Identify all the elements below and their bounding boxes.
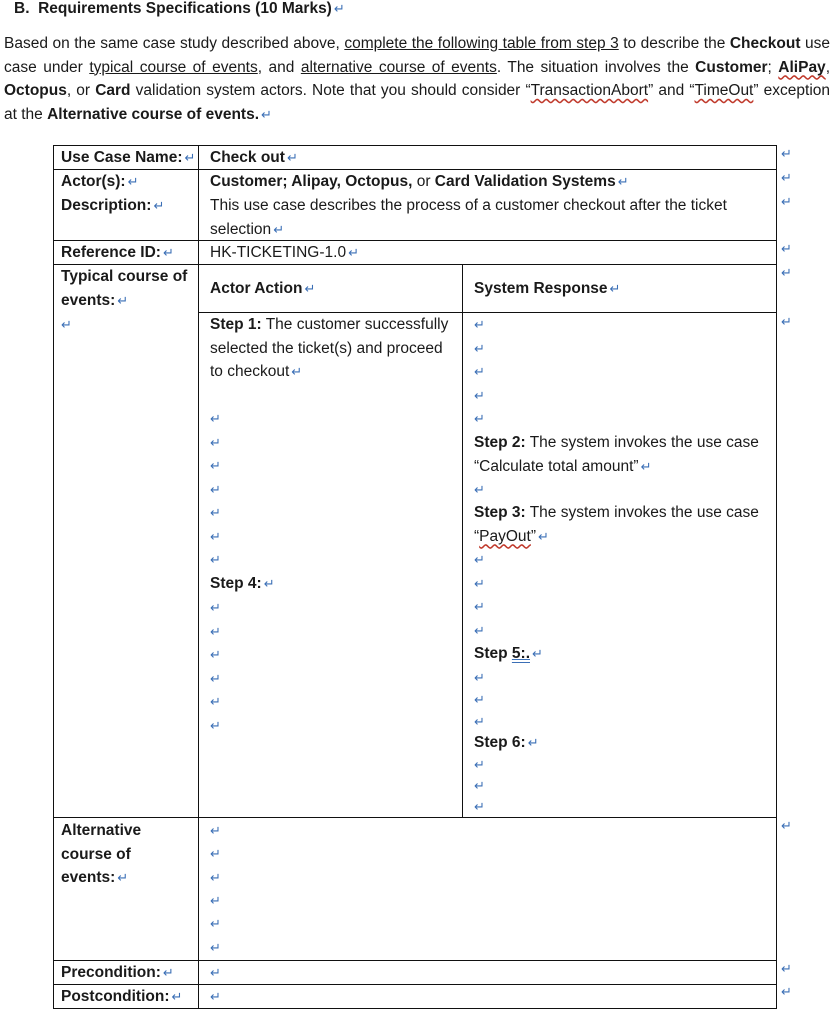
paragraph-mark-icon: ↵ xyxy=(781,818,792,833)
paragraph-mark-icon: ↵ xyxy=(210,846,221,862)
table-border xyxy=(462,264,463,818)
paragraph-mark-icon: ↵ xyxy=(210,600,221,615)
paragraph-mark-icon: ↵ xyxy=(348,245,359,260)
paragraph-mark-icon: ↵ xyxy=(474,714,485,729)
paragraph-mark-icon: ↵ xyxy=(474,317,485,332)
paragraph-mark-icon: ↵ xyxy=(210,647,221,662)
paragraph-mark-icon: ↵ xyxy=(538,528,549,544)
paragraph-mark-icon: ↵ xyxy=(153,198,165,213)
paragraph-mark-icon: ↵ xyxy=(781,314,792,329)
paragraph-mark-icon: ↵ xyxy=(184,150,196,165)
description-value: This use case describes the process of a customer checkout after the ticket selection ↵ xyxy=(210,197,727,238)
paragraph-mark-icon: ↵ xyxy=(474,692,485,707)
paragraph-mark-icon: ↵ xyxy=(210,694,221,709)
paragraph-mark-icon: ↵ xyxy=(291,364,303,379)
paragraph-mark-icon: ↵ xyxy=(781,984,792,999)
paragraph-mark-icon: ↵ xyxy=(210,823,221,838)
alternative-course-label: Alternative course of events: ↵ xyxy=(61,822,142,886)
paragraph-mark-icon: ↵ xyxy=(127,174,139,189)
step-1: Step 1: The customer successfully selected the ticket(s) and proceed to checkout ↵ xyxy=(210,316,449,380)
paragraph-mark-icon: ↵ xyxy=(210,989,221,1004)
paragraph-mark-icon: ↵ xyxy=(210,965,221,980)
paragraph-mark-icon: ↵ xyxy=(286,150,298,165)
actors-value: Customer; Alipay, Octopus, or Card Validation Systems ↵ xyxy=(210,173,629,190)
paragraph-mark-icon: ↵ xyxy=(117,292,129,308)
paragraph-mark-icon: ↵ xyxy=(474,482,485,497)
paragraph-mark-icon: ↵ xyxy=(474,622,485,638)
paragraph-mark-icon: ↵ xyxy=(210,939,221,955)
use-case-name-value: Check out ↵ xyxy=(210,149,298,166)
paragraph-mark-icon: ↵ xyxy=(609,281,621,296)
actor-action-header: Actor Action ↵ xyxy=(210,280,316,297)
postcondition-value xyxy=(210,985,221,1009)
paragraph-mark-icon: ↵ xyxy=(640,458,652,474)
paragraph-mark-icon: ↵ xyxy=(474,670,485,685)
paragraph-mark-icon: ↵ xyxy=(263,576,275,591)
paragraph-mark-icon: ↵ xyxy=(474,757,485,772)
paragraph-mark-icon: ↵ xyxy=(304,281,316,296)
paragraph-mark-icon: ↵ xyxy=(617,174,629,189)
use-case-name-label: Use Case Name: ↵ xyxy=(61,149,196,166)
paragraph-mark-icon: ↵ xyxy=(210,505,221,520)
system-response-header: System Response ↵ xyxy=(474,280,621,297)
intro-paragraph: Based on the same case study described above, complete the following table from step 3 to describe the Checkout use case under typical course of events, and alternative course of events. The situation involves the Customer; AliPay, Octopus, or Card validation system actors. Note that you should consider “TransactionAbort” and “TimeOut” exception at the Alternative course of events. ↵ xyxy=(4,35,830,123)
row-end-marks xyxy=(781,0,801,1024)
paragraph-mark-icon: ↵ xyxy=(474,778,485,793)
paragraph-mark-icon: ↵ xyxy=(117,870,129,885)
postcondition-label: Postcondition: ↵ xyxy=(61,988,183,1005)
reference-id-label: Reference ID: ↵ xyxy=(61,244,174,261)
paragraph-mark-icon: ↵ xyxy=(210,552,221,567)
paragraph-mark-icon: ↵ xyxy=(210,528,221,544)
paragraph-mark-icon: ↵ xyxy=(210,623,221,639)
step-6: Step 6: ↵ xyxy=(474,734,539,751)
paragraph-mark-icon: ↵ xyxy=(474,799,485,814)
paragraph-mark-icon: ↵ xyxy=(210,411,221,426)
description-label: Description: ↵ xyxy=(61,197,165,214)
reference-id-value: HK-TICKETING-1.0 ↵ xyxy=(210,244,359,261)
table-border xyxy=(776,145,777,1009)
paragraph-mark-icon: ↵ xyxy=(210,869,221,885)
step-3: Step 3: The system invokes the use case “PayOut” ↵ xyxy=(474,504,759,545)
table-border xyxy=(53,145,54,1009)
paragraph-mark-icon: ↵ xyxy=(474,411,485,426)
paragraph-mark-icon: ↵ xyxy=(210,458,221,473)
paragraph-mark-icon: ↵ xyxy=(781,265,792,280)
paragraph-mark-icon: ↵ xyxy=(210,717,221,733)
paragraph-mark-icon: ↵ xyxy=(474,552,485,567)
paragraph-mark-icon: ↵ xyxy=(781,194,792,209)
paragraph-mark-icon: ↵ xyxy=(210,434,221,450)
precondition-value xyxy=(210,961,221,985)
paragraph-mark-icon: ↵ xyxy=(61,317,72,332)
step-4: Step 4: ↵ xyxy=(210,575,275,592)
paragraph-mark-icon: ↵ xyxy=(333,1,345,16)
step-5: Step 5:. ↵ xyxy=(474,645,543,662)
paragraph-mark-icon: ↵ xyxy=(474,364,485,379)
paragraph-mark-icon: ↵ xyxy=(474,575,485,591)
paragraph-mark-icon: ↵ xyxy=(532,646,543,661)
paragraph-mark-icon: ↵ xyxy=(210,481,221,497)
paragraph-mark-icon: ↵ xyxy=(210,892,221,908)
paragraph-mark-icon: ↵ xyxy=(273,221,285,237)
paragraph-mark-icon: ↵ xyxy=(171,989,183,1004)
actors-label: Actor(s): ↵ xyxy=(61,173,139,190)
step-2: Step 2: The system invokes the use case “Calculate total amount” ↵ xyxy=(474,434,759,475)
paragraph-mark-icon: ↵ xyxy=(474,340,485,356)
paragraph-mark-icon: ↵ xyxy=(261,106,272,122)
sys-empty-line xyxy=(474,478,485,502)
empty-cell xyxy=(61,313,72,337)
paragraph-mark-icon: ↵ xyxy=(210,670,221,686)
section-heading: B. Requirements Specifications (10 Marks) ↵ xyxy=(14,0,345,17)
paragraph-mark-icon: ↵ xyxy=(781,146,792,161)
table-border xyxy=(53,817,777,818)
paragraph-mark-icon: ↵ xyxy=(162,245,174,260)
paragraph-mark-icon: ↵ xyxy=(474,599,485,614)
table-border xyxy=(198,145,199,1009)
paragraph-mark-icon: ↵ xyxy=(162,965,174,980)
paragraph-mark-icon: ↵ xyxy=(781,961,792,976)
paragraph-mark-icon: ↵ xyxy=(781,170,792,185)
use-case-table xyxy=(53,145,777,1009)
typical-course-label: Typical course of events: ↵ xyxy=(61,268,188,309)
paragraph-mark-icon: ↵ xyxy=(474,387,485,403)
paragraph-mark-icon: ↵ xyxy=(210,916,221,932)
paragraph-mark-icon: ↵ xyxy=(781,241,792,256)
paragraph-mark-icon: ↵ xyxy=(527,735,539,750)
precondition-label: Precondition: ↵ xyxy=(61,964,174,981)
